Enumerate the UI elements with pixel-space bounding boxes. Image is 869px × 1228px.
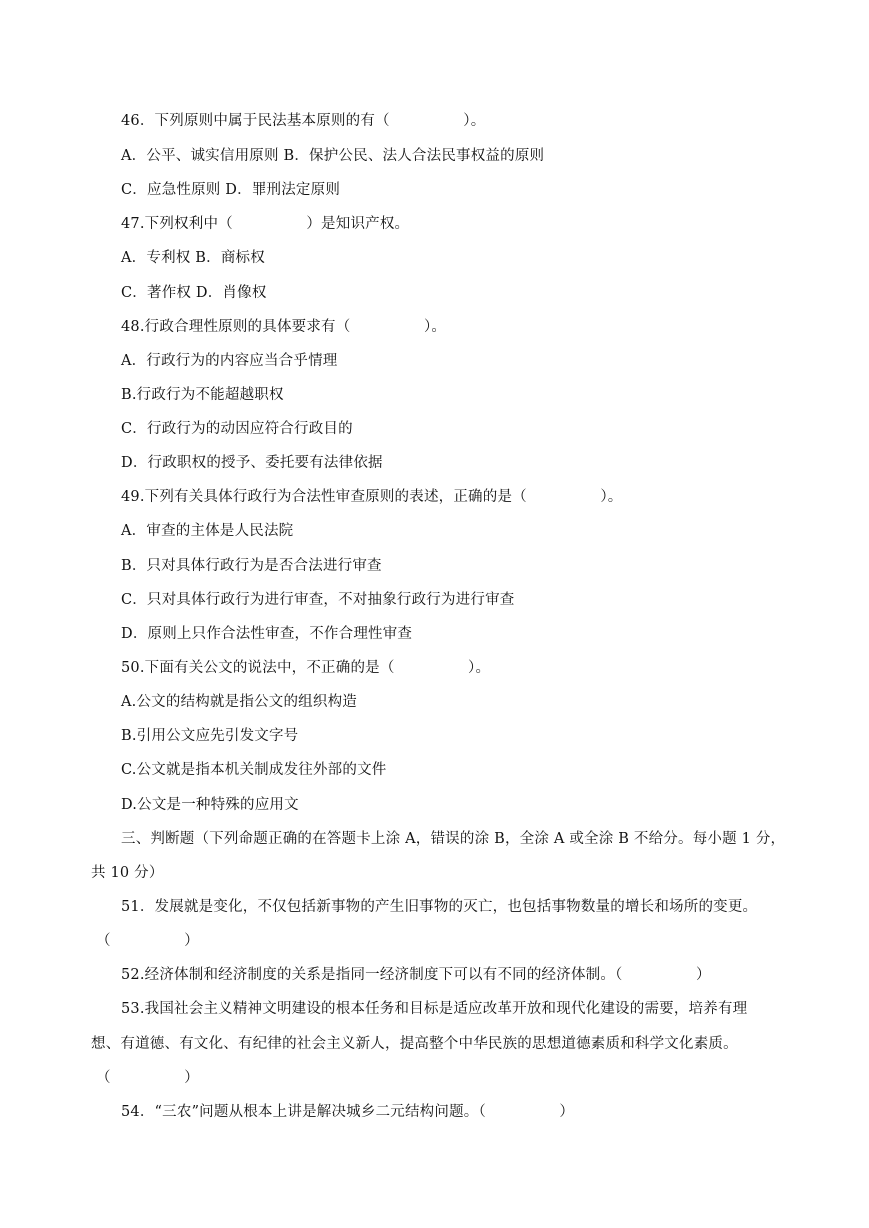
question-48-stem: 48.行政合理性原则的具体要求有（ ）。 (121, 319, 447, 335)
question-48-option-d: D．行政职权的授予、委托要有法律依据 (121, 455, 383, 471)
question-46-options-cd: C．应急性原则 D．罪刑法定原则 (121, 182, 341, 198)
section-3-heading: 三、判断题（下列命题正确的在答题卡上涂 A，错误的涂 B，全涂 A 或全涂 B 不给分。每小题 1 分， (121, 831, 786, 847)
section-3-heading-cont: 共 10 分） (91, 865, 164, 881)
question-47-options-cd: C．著作权 D．肖像权 (121, 285, 267, 301)
question-47-options-ab: A．专利权 B．商标权 (121, 250, 265, 266)
question-47-stem: 47.下列权利中（ ）是知识产权。 (121, 216, 410, 232)
question-49-option-b: B．只对具体行政行为是否合法进行审查 (121, 558, 382, 574)
question-48-option-c: C．行政行为的动因应符合行政目的 (121, 421, 353, 437)
question-50-option-d: D.公文是一种特殊的应用文 (121, 797, 299, 813)
question-53-stem: 53.我国社会主义精神文明建设的根本任务和目标是适应改革开放和现代化建设的需要，培养有理 (121, 1001, 748, 1017)
question-50-option-c: C.公文就是指本机关制成发往外部的文件 (121, 762, 387, 778)
question-53-answer-blank: （ ） (96, 1070, 199, 1086)
question-53-stem-cont: 想、有道德、有文化、有纪律的社会主义新人，提高整个中华民族的思想道德素质和科学文化素质。 (91, 1036, 738, 1052)
question-49-option-c: C．只对具体行政行为进行审查，不对抽象行政行为进行审查 (121, 592, 515, 608)
question-50-option-a: A.公文的结构就是指公文的组织构造 (121, 694, 357, 710)
question-54-stem: 54．“三农”问题从根本上讲是解决城乡二元结构问题。（ ） (121, 1104, 575, 1120)
question-49-option-d: D．原则上只作合法性审查，不作合理性审查 (121, 626, 413, 642)
question-48-option-a: A．行政行为的内容应当合乎情理 (121, 353, 338, 369)
question-50-option-b: B.引用公文应先引发文字号 (121, 728, 299, 744)
question-51-answer-blank: （ ） (96, 933, 199, 949)
question-50-stem: 50.下面有关公文的说法中，不正确的是（ ）。 (121, 660, 491, 676)
question-49-stem: 49.下列有关具体行政行为合法性审查原则的表述，正确的是（ ）。 (121, 489, 623, 505)
question-51-stem: 51．发展就是变化，不仅包括新事物的产生旧事物的灭亡，也包括事物数量的增长和场所的变更。 (121, 899, 758, 915)
question-46-options-ab: A．公平、诚实信用原则 B．保护公民、法人合法民事权益的原则 (121, 148, 545, 164)
question-48-option-b: B.行政行为不能超越职权 (121, 387, 284, 403)
question-52-stem: 52.经济体制和经济制度的关系是指同一经济制度下可以有不同的经济体制。（ ） (121, 967, 711, 983)
question-46-stem: 46．下列原则中属于民法基本原则的有（ ）。 (121, 113, 486, 129)
question-49-option-a: A．审查的主体是人民法院 (121, 523, 294, 539)
